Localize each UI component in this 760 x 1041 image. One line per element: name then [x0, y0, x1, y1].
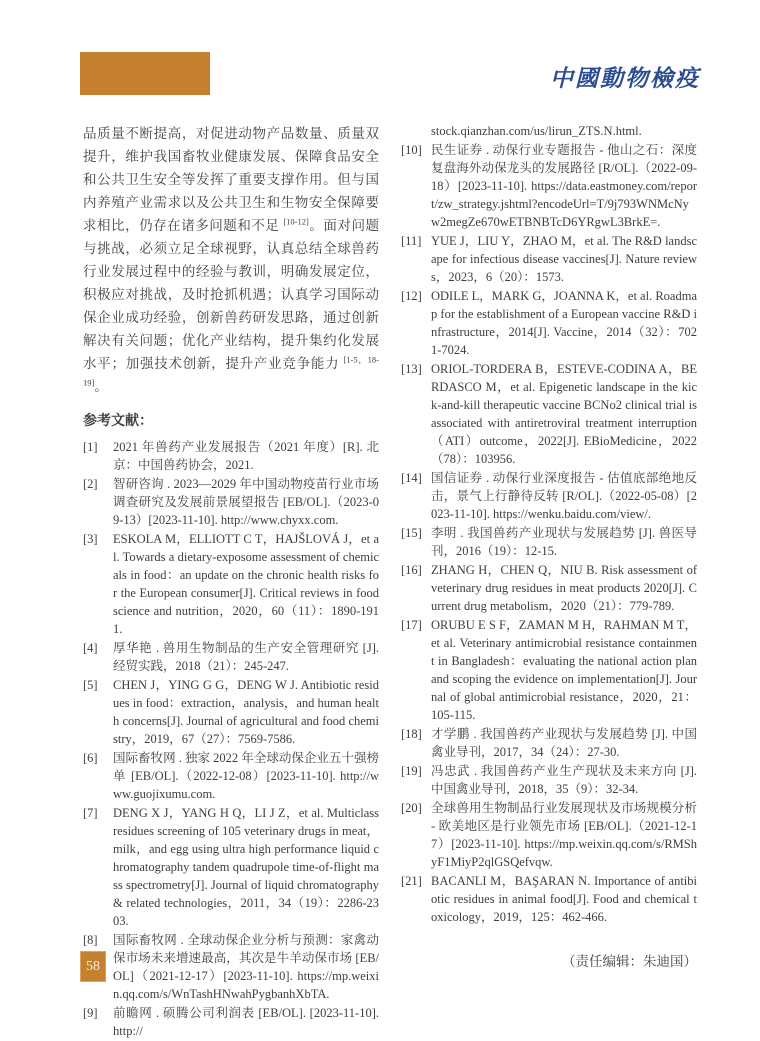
- reference-number: [9]: [83, 1006, 98, 1020]
- reference-text: ORIOL-TORDERA B，ESTEVE-CODINA A，BERDASCO M，et al. Epigenetic landscape in the kick-and-kill therapeutic vaccine BCNo2 clinical trial is associated with antiretroviral treatment interruption（ATI）outcome，2022[J]. EBioMedicine，2022（78）：103956.: [431, 362, 697, 466]
- reference-number: [6]: [83, 751, 98, 765]
- reference-text: 国际畜牧网 . 独家 2022 年全球动保企业五十强榜单 [EB/OL].（2022-12-08）[2023-11-10]. http://www.guojixumu.com.: [113, 751, 379, 801]
- reference-number: [16]: [401, 563, 422, 577]
- reference-number: [18]: [401, 727, 422, 741]
- reference-item: [401, 141, 697, 231]
- reference-number: [8]: [83, 933, 98, 947]
- reference-item: [83, 530, 379, 638]
- reference-text: CHEN J，YING G G，DENG W J. Antibiotic residues in food：extraction，analysis，and human health concerns[J]. Journal of agricultural and food chemistry，2019，67（27）：7569-7586.: [113, 678, 379, 746]
- intro-text-1: 品质量不断提高，对促进动物产品数量、质量双提升，维护我国畜牧业健康发展、保障食品安全和公共卫生安全等发挥了重要支撑作用。但与国内养殖产业需求以及公共卫生和生物安全保障要求相比，仍存在诸多问题和不足: [83, 126, 379, 233]
- reference-text: 全球兽用生物制品行业发展现状及市场规模分析 - 欧美地区是行业领先市场 [EB/OL].（2021-12-17）[2023-11-10]. https://mp.weixin.qq.com/s/RMShyF1MiyP2qlGSQefvqw.: [431, 801, 697, 869]
- reference-text: 李明 . 我国兽药产业现状与发展趋势 [J]. 兽医导刊，2016（19）：12-15.: [431, 526, 697, 558]
- reference-text: ZHANG H，CHEN Q，NIU B. Risk assessment of veterinary drug residues in meat products 2020[J]. Current drug metabolism，2020（21）：779-789.: [431, 563, 697, 613]
- reference-number: [17]: [401, 618, 422, 632]
- reference-number: [21]: [401, 874, 422, 888]
- reference-number: [14]: [401, 471, 422, 485]
- reference-item: [83, 475, 379, 529]
- reference-item: [401, 872, 697, 926]
- reference-text: ORUBU E S F，ZAMAN M H，RAHMAN M T，et al. Veterinary antimicrobial resistance containment in Bangladesh：evaluating the national action plan and scoping the evidence on implementation[J]. Journal of global antimicrobial resistance，2020，21：105-115.: [431, 618, 697, 722]
- reference-item: [401, 616, 697, 724]
- reference-item: [83, 804, 379, 930]
- reference-item: [401, 469, 697, 523]
- reference-text: ESKOLA M，ELLIOTT C T，HAJŠLOVÁ J，et al. Towards a dietary-exposome assessment of chemicals in food：an update on the chronic health risks for the European consumer[J]. Critical reviews in food science and nutrition，2020，60（11）：1890-1911.: [113, 532, 379, 636]
- managing-editor-line: （责任编辑：朱迪国）: [562, 954, 697, 969]
- reference-text: stock.qianzhan.com/us/lirun_ZTS.N.html.: [431, 124, 642, 138]
- citation-superscript-2: [1-5，18-19]: [83, 354, 379, 388]
- reference-number: [1]: [83, 440, 98, 454]
- intro-paragraph: [83, 122, 379, 398]
- reference-number: [13]: [401, 362, 422, 376]
- reference-text: 民生证券 . 动保行业专题报告 - 他山之石：深度复盘海外动保龙头的发展路径 [R/OL].（2022-09-18）[2023-11-10]. https://data.eastmoney.com/report/zw_strategy.jshtml?encodeUrl=T/9j793WNMcNyw2megZe670wETBNBTcD6YRgwL3BrkE=.: [431, 143, 697, 229]
- reference-item: [401, 762, 697, 798]
- intro-text-2: 。面对问题与挑战，必须立足全球视野，认真总结全球兽药行业发展过程中的经验与教训，明确发展定位，积极应对挑战，及时抢抓机遇；认真学习国际动保企业成功经验，创新兽药研发思路，通过创新解决有关问题；优化产业结构，提升集约化发展水平；加强技术创新，提升产业竞争能力: [83, 218, 379, 371]
- reference-text: ODILE L，MARK G，JOANNA K，et al. Roadmap for the establishment of a European vaccine R&D infrastructure，2014[J]. Vaccine，2014（32）：7021-7024.: [431, 289, 697, 357]
- reference-number: [19]: [401, 764, 422, 778]
- reference-number: [5]: [83, 678, 98, 692]
- reference-continuation: [401, 122, 697, 140]
- page-content: [83, 122, 697, 1041]
- reference-text: YUE J，LIU Y，ZHAO M，et al. The R&D landscape for infectious disease vaccines[J]. Nature reviews，2023，6（20）：1573.: [431, 234, 697, 284]
- reference-item: [83, 438, 379, 474]
- reference-text: 国信证券 . 动保行业深度报告 - 估值底部绝地反击，景气上行静待反转 [R/OL].（2022-05-08）[2023-11-10]. https://wenku.baidu.com/view/.: [431, 471, 697, 521]
- reference-item: [401, 524, 697, 560]
- page-number-badge: 58: [80, 951, 106, 982]
- reference-number: [20]: [401, 801, 422, 815]
- journal-logo: 中國動物檢疫: [550, 66, 700, 91]
- reference-text: 厚华艳 . 兽用生物制品的生产安全管理研究 [J]. 经贸实践，2018（21）：245-247.: [113, 641, 379, 673]
- reference-item: [401, 232, 697, 286]
- reference-text: BACANLI M，BAŞARAN N. Importance of antibiotic residues in animal food[J]. Food and chemical toxicology，2019，125：462-466.: [431, 874, 697, 924]
- reference-text: 冯忠武 . 我国兽药产业生产现状及未来方向 [J]. 中国禽业导刊，2018，35（9）：32-34.: [431, 764, 697, 796]
- reference-text: 智研咨询 . 2023—2029 年中国动物疫苗行业市场调查研究及发展前景展望报告 [EB/OL].（2023-09-13）[2023-11-10]. http://www.chyxx.com.: [113, 477, 379, 527]
- reference-text: 前瞻网 . 硕腾公司利润表 [EB/OL]. [2023-11-10]. http://: [113, 1006, 379, 1038]
- reference-item: [83, 749, 379, 803]
- reference-item: [83, 676, 379, 748]
- reference-text: 国际畜牧网 . 全球动保企业分析与预测：家禽动保市场未来增速最高，其次是牛羊动保市场 [EB/OL]（2021-12-17）[2023-11-10]. https://mp.weixin.qq.com/s/WnTashHNwahPygbanhXbTA.: [113, 933, 379, 1001]
- right-column: [401, 122, 697, 1041]
- reference-item: [401, 799, 697, 871]
- citation-superscript-1: [10-12]: [283, 216, 309, 227]
- reference-item: [83, 639, 379, 675]
- header-accent-bar: [80, 52, 210, 95]
- reference-number: [401, 122, 431, 140]
- reference-item: [401, 725, 697, 761]
- reference-number: [12]: [401, 289, 422, 303]
- reference-item: [401, 287, 697, 359]
- reference-text: DENG X J，YANG H Q，LI J Z，et al. Multiclass residues screening of 105 veterinary drugs in meat，milk，and egg using ultra high performance liquid chromatography tandem quadrupole time-of-flight mass spectrometry[J]. Journal of liquid chromatography & related technologies，2011，34（19）：2286-2303.: [113, 806, 379, 928]
- reference-item: [83, 1004, 379, 1040]
- reference-text: 2021 年兽药产业发展报告（2021 年度）[R]. 北京：中国兽药协会，2021.: [113, 440, 379, 472]
- reference-item: [83, 931, 379, 1003]
- intro-text-3: 。: [94, 379, 108, 394]
- references-heading: 参考文献：: [83, 414, 153, 429]
- reference-item: [401, 561, 697, 615]
- reference-number: [2]: [83, 477, 98, 491]
- reference-number: [11]: [401, 234, 422, 248]
- reference-item: [401, 360, 697, 468]
- reference-number: [7]: [83, 806, 98, 820]
- reference-number: [10]: [401, 143, 422, 157]
- reference-number: [4]: [83, 641, 98, 655]
- reference-number: [3]: [83, 532, 98, 546]
- reference-number: [15]: [401, 526, 422, 540]
- reference-text: 才学鹏 . 我国兽药产业现状与发展趋势 [J]. 中国禽业导刊，2017，34（24）：27-30.: [431, 727, 697, 759]
- left-column: [83, 122, 379, 1041]
